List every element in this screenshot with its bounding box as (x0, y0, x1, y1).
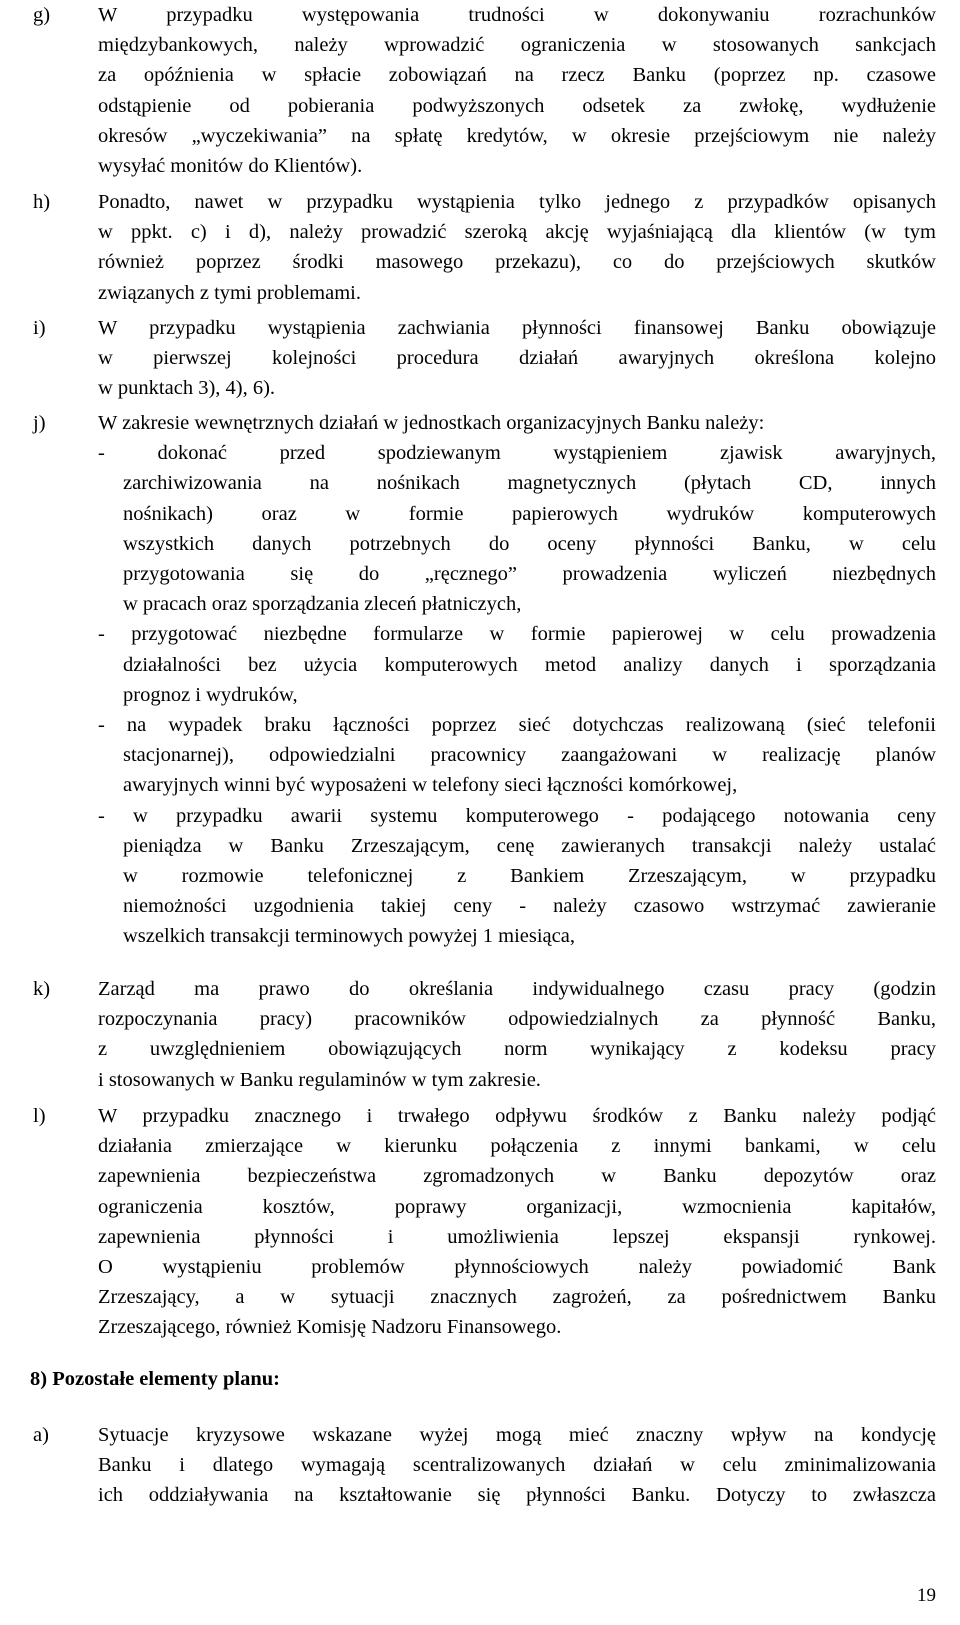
page-number: 19 (917, 1585, 936, 1606)
text-line: zapewnienia bezpieczeństwa zgromadzonych w Banku depozytów oraz (98, 1165, 936, 1188)
text-line: za opóźnienia w spłacie zobowiązań na rzecz Banku (poprzez np. czasowe (98, 64, 936, 87)
text-line: w pierwszej kolejności procedura działań awaryjnych określona kolejno (98, 347, 936, 370)
text-line: wszelkich transakcji terminowych powyżej 1 miesiąca, (123, 925, 575, 948)
item-letter: h) (33, 191, 51, 213)
text-line: w ppkt. c) i d), należy prowadzić szeroką akcję wyjaśniającą dla klientów (w tym (98, 221, 936, 244)
text-line: ograniczenia kosztów, poprawy organizacji, wzmocnienia kapitałów, (98, 1195, 936, 1218)
text-line: - dokonać przed spodziewanym wystąpieniem zjawisk awaryjnych, (98, 442, 936, 465)
text-line: również poprzez środki masowego przekazu), co do przejściowych skutków (98, 251, 936, 274)
item-letter: l) (33, 1105, 46, 1127)
item-letter: j) (33, 412, 46, 434)
text-line: w pracach oraz sporządzania zleceń płatniczych, (123, 593, 522, 616)
text-line: z uwzględnieniem obowiązujących norm wynikający z kodeksu pracy (98, 1038, 936, 1061)
text-line: - w przypadku awarii systemu komputerowego - podającego notowania ceny (98, 804, 936, 827)
text-line: działania zmierzające w kierunku połączenia z innymi bankami, w celu (98, 1135, 936, 1158)
text-line: Zarząd ma prawo do określania indywidualnego czasu pracy (godzin (98, 978, 936, 1000)
text-line: Zrzeszający, a w sytuacji znacznych zagrożeń, za pośrednictwem Banku (98, 1286, 936, 1309)
item-body (98, 1420, 936, 1511)
text-line: W przypadku wystąpienia zachwiania płynności finansowej Banku obowiązuje (98, 317, 936, 339)
text-line: i stosowanych w Banku regulaminów w tym zakresie. (98, 1068, 541, 1091)
text-line: wysyłać monitów do Klientów). (98, 155, 363, 178)
text-line: O wystąpieniu problemów płynnościowych należy powiadomić Bank (98, 1256, 936, 1279)
text-line: Sytuacje kryzysowe wskazane wyżej mogą mieć znaczny wpływ na kondycję (98, 1424, 936, 1446)
text-line: W przypadku występowania trudności w dokonywaniu rozrachunków (98, 4, 936, 26)
section-heading: 8) Pozostałe elementy planu: (30, 1368, 280, 1390)
text-line: W zakresie wewnętrznych działań w jednostkach organizacyjnych Banku należy: (98, 412, 765, 434)
text-line: okresów „wyczekiwania” na spłatę kredytów, w okresie przejściowym nie należy (98, 124, 936, 147)
text-line: nośnikach) oraz w formie papierowych wydruków komputerowych (123, 502, 936, 525)
text-line: zapewnienia płynności i umożliwienia lepszej ekspansji rynkowej. (98, 1225, 936, 1248)
item-letter: a) (33, 1424, 49, 1446)
text-line: ich oddziaływania na kształtowanie się płynności Banku. Dotyczy to zwłaszcza (98, 1484, 936, 1507)
text-line: rozpoczynania pracy) pracowników odpowiedzialnych za płynność Banku, (98, 1008, 936, 1031)
item-body (98, 187, 936, 308)
text-line: wszystkich danych potrzebnych do oceny płynności Banku, w celu (123, 532, 936, 555)
item-body (98, 408, 936, 952)
item-body (98, 0, 936, 181)
item-body (98, 1101, 936, 1343)
text-line: działalności bez użycia komputerowych metod analizy danych i sporządzania (123, 653, 936, 676)
item-body (98, 313, 936, 404)
text-line: międzybankowych, należy wprowadzić ograniczenia w stosowanych sankcjach (98, 34, 936, 57)
text-line: przygotowania się do „ręcznego” prowadzenia wyliczeń niezbędnych (123, 563, 936, 586)
text-line: w punktach 3), 4), 6). (98, 377, 276, 400)
sub-item (98, 801, 936, 952)
text-line: odstąpienie od pobierania podwyższonych odsetek za zwłokę, wydłużenie (98, 94, 936, 117)
item-letter: i) (33, 317, 46, 339)
text-line: niemożności uzgodnienia takiej ceny - należy czasowo wstrzymać zawieranie (123, 895, 936, 918)
text-line: - na wypadek braku łączności poprzez sieć dotychczas realizowaną (sieć telefonii (98, 714, 936, 737)
text-line: stacjonarnej), odpowiedzialni pracownicy zaangażowani w realizację planów (123, 744, 936, 767)
text-line: zarchiwizowania na nośnikach magnetycznych (płytach CD, innych (123, 472, 936, 495)
text-line: - przygotować niezbędne formularze w formie papierowej w celu prowadzenia (98, 623, 936, 646)
text-line: związanych z tymi problemami. (98, 281, 361, 304)
text-line: pieniądza w Banku Zrzeszającym, cenę zawieranych transakcji należy ustalać (123, 834, 936, 857)
text-line: Ponadto, nawet w przypadku wystąpienia tylko jednego z przypadków opisanych (98, 191, 936, 213)
text-line: w rozmowie telefonicznej z Bankiem Zrzeszającym, w przypadku (123, 865, 936, 888)
item-body (98, 974, 936, 1095)
sub-item (98, 619, 936, 710)
item-letter: k) (33, 978, 51, 1000)
text-line: Zrzeszającego, również Komisję Nadzoru Finansowego. (98, 1316, 562, 1339)
sub-item (98, 438, 936, 619)
text-line: prognoz i wydruków, (123, 683, 298, 706)
item-letter: g) (33, 4, 51, 26)
sub-item (98, 710, 936, 801)
text-line: awaryjnych winni być wyposażeni w telefony sieci łączności komórkowej, (123, 774, 738, 797)
text-line: W przypadku znacznego i trwałego odpływu środków z Banku należy podjąć (98, 1105, 936, 1127)
text-line: Banku i dlatego wymagają scentralizowanych działań w celu zminimalizowania (98, 1454, 936, 1477)
